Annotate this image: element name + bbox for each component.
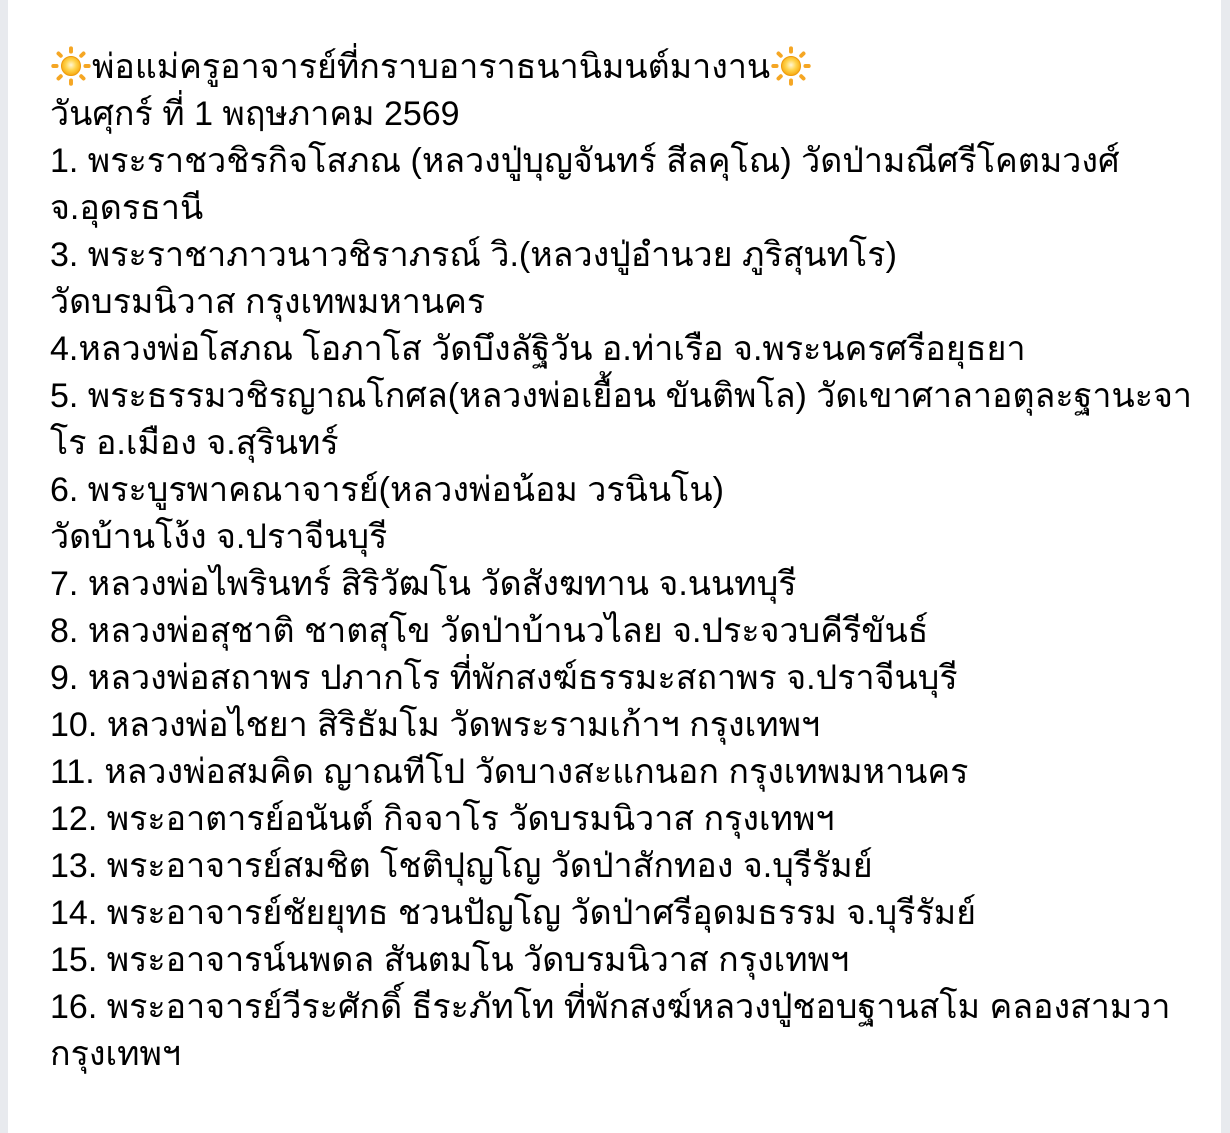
list-line: 5. พระธรรมวชิรญาณโกศล(หลวงพ่อเยื้อน ขันติพโล) วัดเขาศาลาอตุละฐานะจา — [50, 377, 1193, 415]
list-line: 11. หลวงพ่อสมคิด ญาณทีโป วัดบางสะแกนอก กรุงเทพมหานคร — [50, 753, 969, 791]
list-line: โร อ.เมือง จ.สุรินทร์ — [50, 424, 339, 462]
list-line: 13. พระอาจารย์สมชิต โชติปุญโญ วัดป่าสักทอง จ.บุรีรัมย์ — [50, 847, 873, 885]
document-card — [8, 0, 1221, 1133]
list-line: 1. พระราชวชิรกิจโสภณ (หลวงปู่บุญจันทร์ สีลคุโณ) วัดป่ามณีศรีโคตมวงศ์ — [50, 142, 1120, 180]
list-line: 10. หลวงพ่อไชยา สิริธัมโม วัดพระรามเก้าฯ กรุงเทพฯ — [50, 706, 821, 744]
list-line: วัดบ้านโง้ง จ.ปราจีนบุรี — [50, 518, 388, 556]
list-line: 14. พระอาจารย์ชัยยุทธ ชวนปัญโญ วัดป่าศรีอุดมธรรม จ.บุรีรัมย์ — [50, 894, 977, 932]
date-line: วันศุกร์ ที่ 1 พฤษภาคม 2569 — [50, 95, 460, 133]
list-line: 4.หลวงพ่อโสภณ โอภาโส วัดบึงลัฐิวัน อ.ท่าเรือ จ.พระนครศรีอยุธยา — [50, 330, 1026, 368]
list-line: 7. หลวงพ่อไพรินทร์ สิริวัฒโน วัดสังฆทาน จ.นนทบุรี — [50, 565, 797, 603]
list-line: 6. พระบูรพาคณาจารย์(หลวงพ่อน้อม วรนินโน) — [50, 471, 724, 509]
page-title-text: พ่อแม่ครูอาจารย์ที่กราบอาราธนานิมนต์มางาน — [92, 48, 771, 86]
list-line: 16. พระอาจารย์วีระศักดิ์ ธีระภัทโท ที่พักสงฆ์หลวงปู่ชอบฐานสโม คลองสามวา — [50, 988, 1171, 1026]
list-line: 9. หลวงพ่อสถาพร ปภากโร ที่พักสงฆ์ธรรมะสถาพร จ.ปราจีนบุรี — [50, 659, 958, 697]
list-line: จ.อุดรธานี — [50, 189, 204, 227]
sun-emoji-icon — [770, 45, 812, 87]
invitation-list — [8, 0, 1221, 1078]
list-line: กรุงเทพฯ — [50, 1035, 181, 1073]
list-line: 3. พระราชาภาวนาวชิราภรณ์ วิ.(หลวงปู่อำนวย ภูริสุนทโร) — [50, 236, 897, 274]
list-line: 15. พระอาจารน์นพดล สันตมโน วัดบรมนิวาส กรุงเทพฯ — [50, 941, 850, 979]
page-title — [50, 44, 1181, 91]
list-line: 8. หลวงพ่อสุชาติ ชาตสุโข วัดป่าบ้านวไลย จ.ประจวบคีรีขันธ์ — [50, 612, 929, 650]
list-line: 12. พระอาตารย์อนันต์ กิจจาโร วัดบรมนิวาส กรุงเทพฯ — [50, 800, 835, 838]
sun-emoji-icon — [50, 45, 92, 87]
list-line: วัดบรมนิวาส กรุงเทพมหานคร — [50, 283, 486, 321]
